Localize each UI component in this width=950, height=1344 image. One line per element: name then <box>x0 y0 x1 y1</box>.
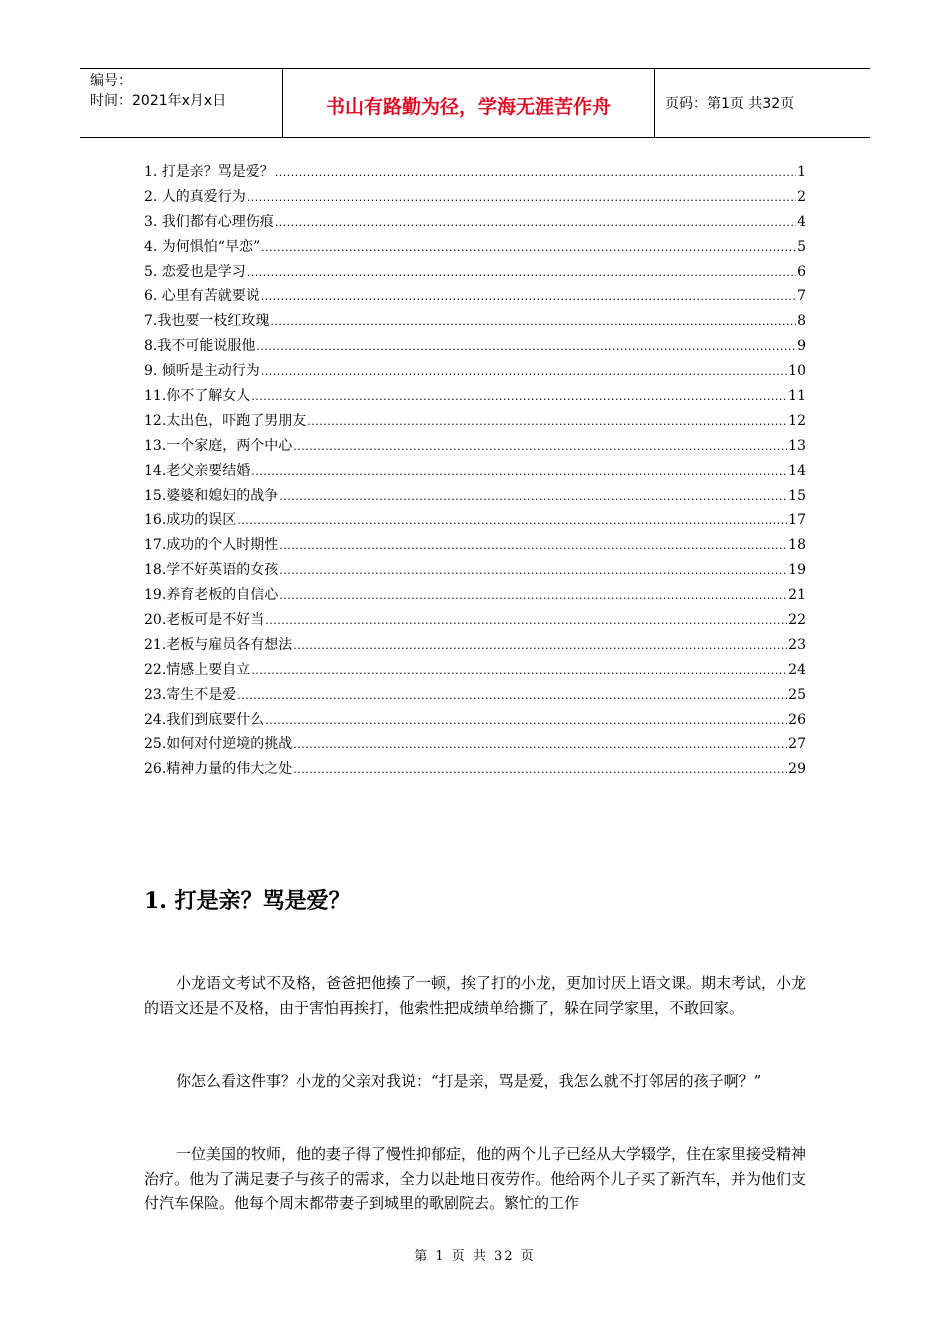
toc-entry-title: 14.老父亲要结婚 <box>144 462 251 479</box>
toc-dot-leader <box>247 186 796 211</box>
toc-dot-leader <box>265 709 787 734</box>
toc-dot-leader <box>293 733 787 758</box>
toc-entry[interactable] <box>144 558 806 583</box>
toc-entry-page: 14 <box>788 462 806 479</box>
toc-entry-page: 1 <box>797 164 806 180</box>
toc-entry[interactable] <box>144 484 806 509</box>
body-paragraph: 小龙语文考试不及格，爸爸把他揍了一顿，挨了打的小龙，更加讨厌上语文课。期末考试，小龙的语文还是不及格，由于害怕再挨打，他索性把成绩单给撕了，躲在同学家里，不敢回家。 <box>144 974 807 1017</box>
toc-entry-title: 15.婆婆和媳妇的战争 <box>144 487 279 504</box>
toc-entry-page: 17 <box>788 512 806 529</box>
toc-dot-leader <box>251 659 787 684</box>
toc-entry-page: 22 <box>788 612 806 629</box>
toc-dot-leader <box>261 360 787 385</box>
header-page-info: 页码：第1页 共32页 <box>665 96 795 112</box>
toc-entry-title: 26.精神力量的伟大之处 <box>144 761 293 778</box>
toc-entry-title: 16.成功的误区 <box>144 512 237 529</box>
toc-dot-leader <box>279 559 787 584</box>
toc-entry-page: 4 <box>797 213 806 230</box>
toc-entry-page: 21 <box>788 587 806 604</box>
toc-entry-page: 9 <box>797 338 806 355</box>
toc-entry-title: 7.我也要一枝红玫瑰 <box>144 313 270 330</box>
document-header <box>80 68 870 138</box>
toc-entry[interactable] <box>144 409 806 434</box>
toc-entry[interactable] <box>144 757 806 782</box>
header-motto: 书山有路勤为径，学海无涯苦作舟 <box>282 69 655 137</box>
toc-entry-title: 2. 人的真爱行为 <box>144 188 246 205</box>
toc-dot-leader <box>270 310 796 335</box>
toc-entry[interactable] <box>144 633 806 658</box>
toc-entry[interactable] <box>144 508 806 533</box>
toc-dot-leader <box>265 609 787 634</box>
toc-entry-page: 26 <box>788 711 806 728</box>
toc-dot-leader <box>237 509 787 534</box>
toc-entry-page: 13 <box>788 437 806 454</box>
toc-entry[interactable] <box>144 359 806 384</box>
toc-dot-leader <box>251 460 787 485</box>
toc-entry[interactable] <box>144 708 806 733</box>
toc-entry-page: 8 <box>797 313 806 330</box>
toc-entry[interactable] <box>144 459 806 484</box>
toc-entry-page: 25 <box>788 686 806 703</box>
toc-entry-page: 19 <box>788 562 806 579</box>
toc-entry-title: 23.寄生不是爱 <box>144 686 237 703</box>
toc-entry-page: 10 <box>788 363 806 380</box>
page-footer: 第 1 页 共 32 页 <box>414 1249 536 1264</box>
toc-entry-title: 4. 为何惧怕“早恋” <box>144 238 261 255</box>
toc-entry[interactable] <box>144 284 806 309</box>
toc-entry-page: 5 <box>797 238 806 255</box>
toc-entry-title: 13.一个家庭，两个中心 <box>144 437 293 454</box>
toc-dot-leader <box>293 634 787 659</box>
toc-entry-title: 20.老板可是不好当 <box>144 612 265 629</box>
toc-dot-leader <box>237 684 787 709</box>
toc-entry-page: 18 <box>788 537 806 554</box>
toc-entry-title: 12.太出色，吓跑了男朋友 <box>144 412 307 429</box>
body-paragraph: 一位美国的牧师，他的妻子得了慢性抑郁症，他的两个儿子已经从大学辍学，住在家里接受精神治疗。他为了满足妻子与孩子的需求，全力以赴地日夜劳作。他给两个儿子买了新汽车，并为他们支付汽车保险。他每个周末都带妻子到城里的歌剧院去。繁忙的工作 <box>144 1145 807 1212</box>
toc-entry[interactable] <box>144 260 806 285</box>
toc-entry-page: 24 <box>788 661 806 678</box>
toc-entry-title: 24.我们到底要什么 <box>144 711 265 728</box>
chapter-title: 1. 打是亲？骂是爱？ <box>144 888 351 914</box>
toc-entry-title: 3. 我们都有心理伤痕 <box>144 213 274 230</box>
toc-entry[interactable] <box>144 732 806 757</box>
table-of-contents <box>144 160 806 782</box>
toc-entry-page: 7 <box>797 288 806 305</box>
toc-entry[interactable] <box>144 583 806 608</box>
body-paragraph: 你怎么看这件事？小龙的父亲对我说：“打是亲，骂是爱，我怎么就不打邻居的孩子啊？” <box>176 1072 762 1090</box>
toc-dot-leader <box>256 335 796 360</box>
toc-entry-title: 1. 打是亲？骂是爱？ <box>144 164 274 180</box>
toc-dot-leader <box>247 261 796 286</box>
toc-entry[interactable] <box>144 334 806 359</box>
toc-entry[interactable] <box>144 235 806 260</box>
toc-entry-title: 11.你不了解女人 <box>144 388 251 405</box>
header-meta <box>80 69 282 137</box>
toc-entry-page: 11 <box>788 388 806 405</box>
toc-entry[interactable] <box>144 384 806 409</box>
toc-entry-page: 15 <box>788 487 806 504</box>
toc-dot-leader <box>279 584 787 609</box>
toc-entry-title: 19.养育老板的自信心 <box>144 587 279 604</box>
toc-entry-page: 6 <box>797 263 806 280</box>
toc-entry[interactable] <box>144 658 806 683</box>
toc-entry-title: 8.我不可能说服他 <box>144 338 256 355</box>
toc-entry-title: 22.情感上要自立 <box>144 661 251 678</box>
toc-entry[interactable] <box>144 533 806 558</box>
toc-dot-leader <box>275 211 796 236</box>
time-label: 时间：2021年x月x日 <box>90 93 227 109</box>
number-label: 编号： <box>90 73 132 89</box>
toc-entry-page: 23 <box>788 636 806 653</box>
toc-entry-title: 25.如何对付逆境的挑战 <box>144 736 293 753</box>
toc-entry-page: 12 <box>788 412 806 429</box>
toc-entry[interactable] <box>144 683 806 708</box>
toc-entry-title: 18.学不好英语的女孩 <box>144 562 279 579</box>
toc-entry-page: 29 <box>788 761 806 778</box>
toc-dot-leader <box>307 410 787 435</box>
toc-dot-leader <box>279 485 787 510</box>
toc-entry[interactable] <box>144 210 806 235</box>
toc-entry-title: 5. 恋爱也是学习 <box>144 263 246 280</box>
toc-dot-leader <box>261 285 796 310</box>
toc-entry-page: 2 <box>797 188 806 205</box>
toc-dot-leader <box>293 758 787 783</box>
toc-entry-title: 17.成功的个人时期性 <box>144 537 279 554</box>
toc-dot-leader <box>279 534 787 559</box>
toc-dot-leader <box>251 385 787 410</box>
toc-entry[interactable] <box>144 434 806 459</box>
toc-entry-title: 9. 倾听是主动行为 <box>144 363 260 380</box>
toc-entry-title: 6. 心里有苦就要说 <box>144 288 260 305</box>
toc-entry-page: 27 <box>788 736 806 753</box>
toc-entry-title: 21.老板与雇员各有想法 <box>144 636 293 653</box>
toc-entry[interactable] <box>144 309 806 334</box>
toc-entry[interactable] <box>144 608 806 633</box>
toc-dot-leader <box>261 236 796 261</box>
toc-entry[interactable] <box>144 160 806 185</box>
toc-dot-leader <box>293 435 787 460</box>
toc-dot-leader <box>275 161 796 186</box>
toc-entry[interactable] <box>144 185 806 210</box>
